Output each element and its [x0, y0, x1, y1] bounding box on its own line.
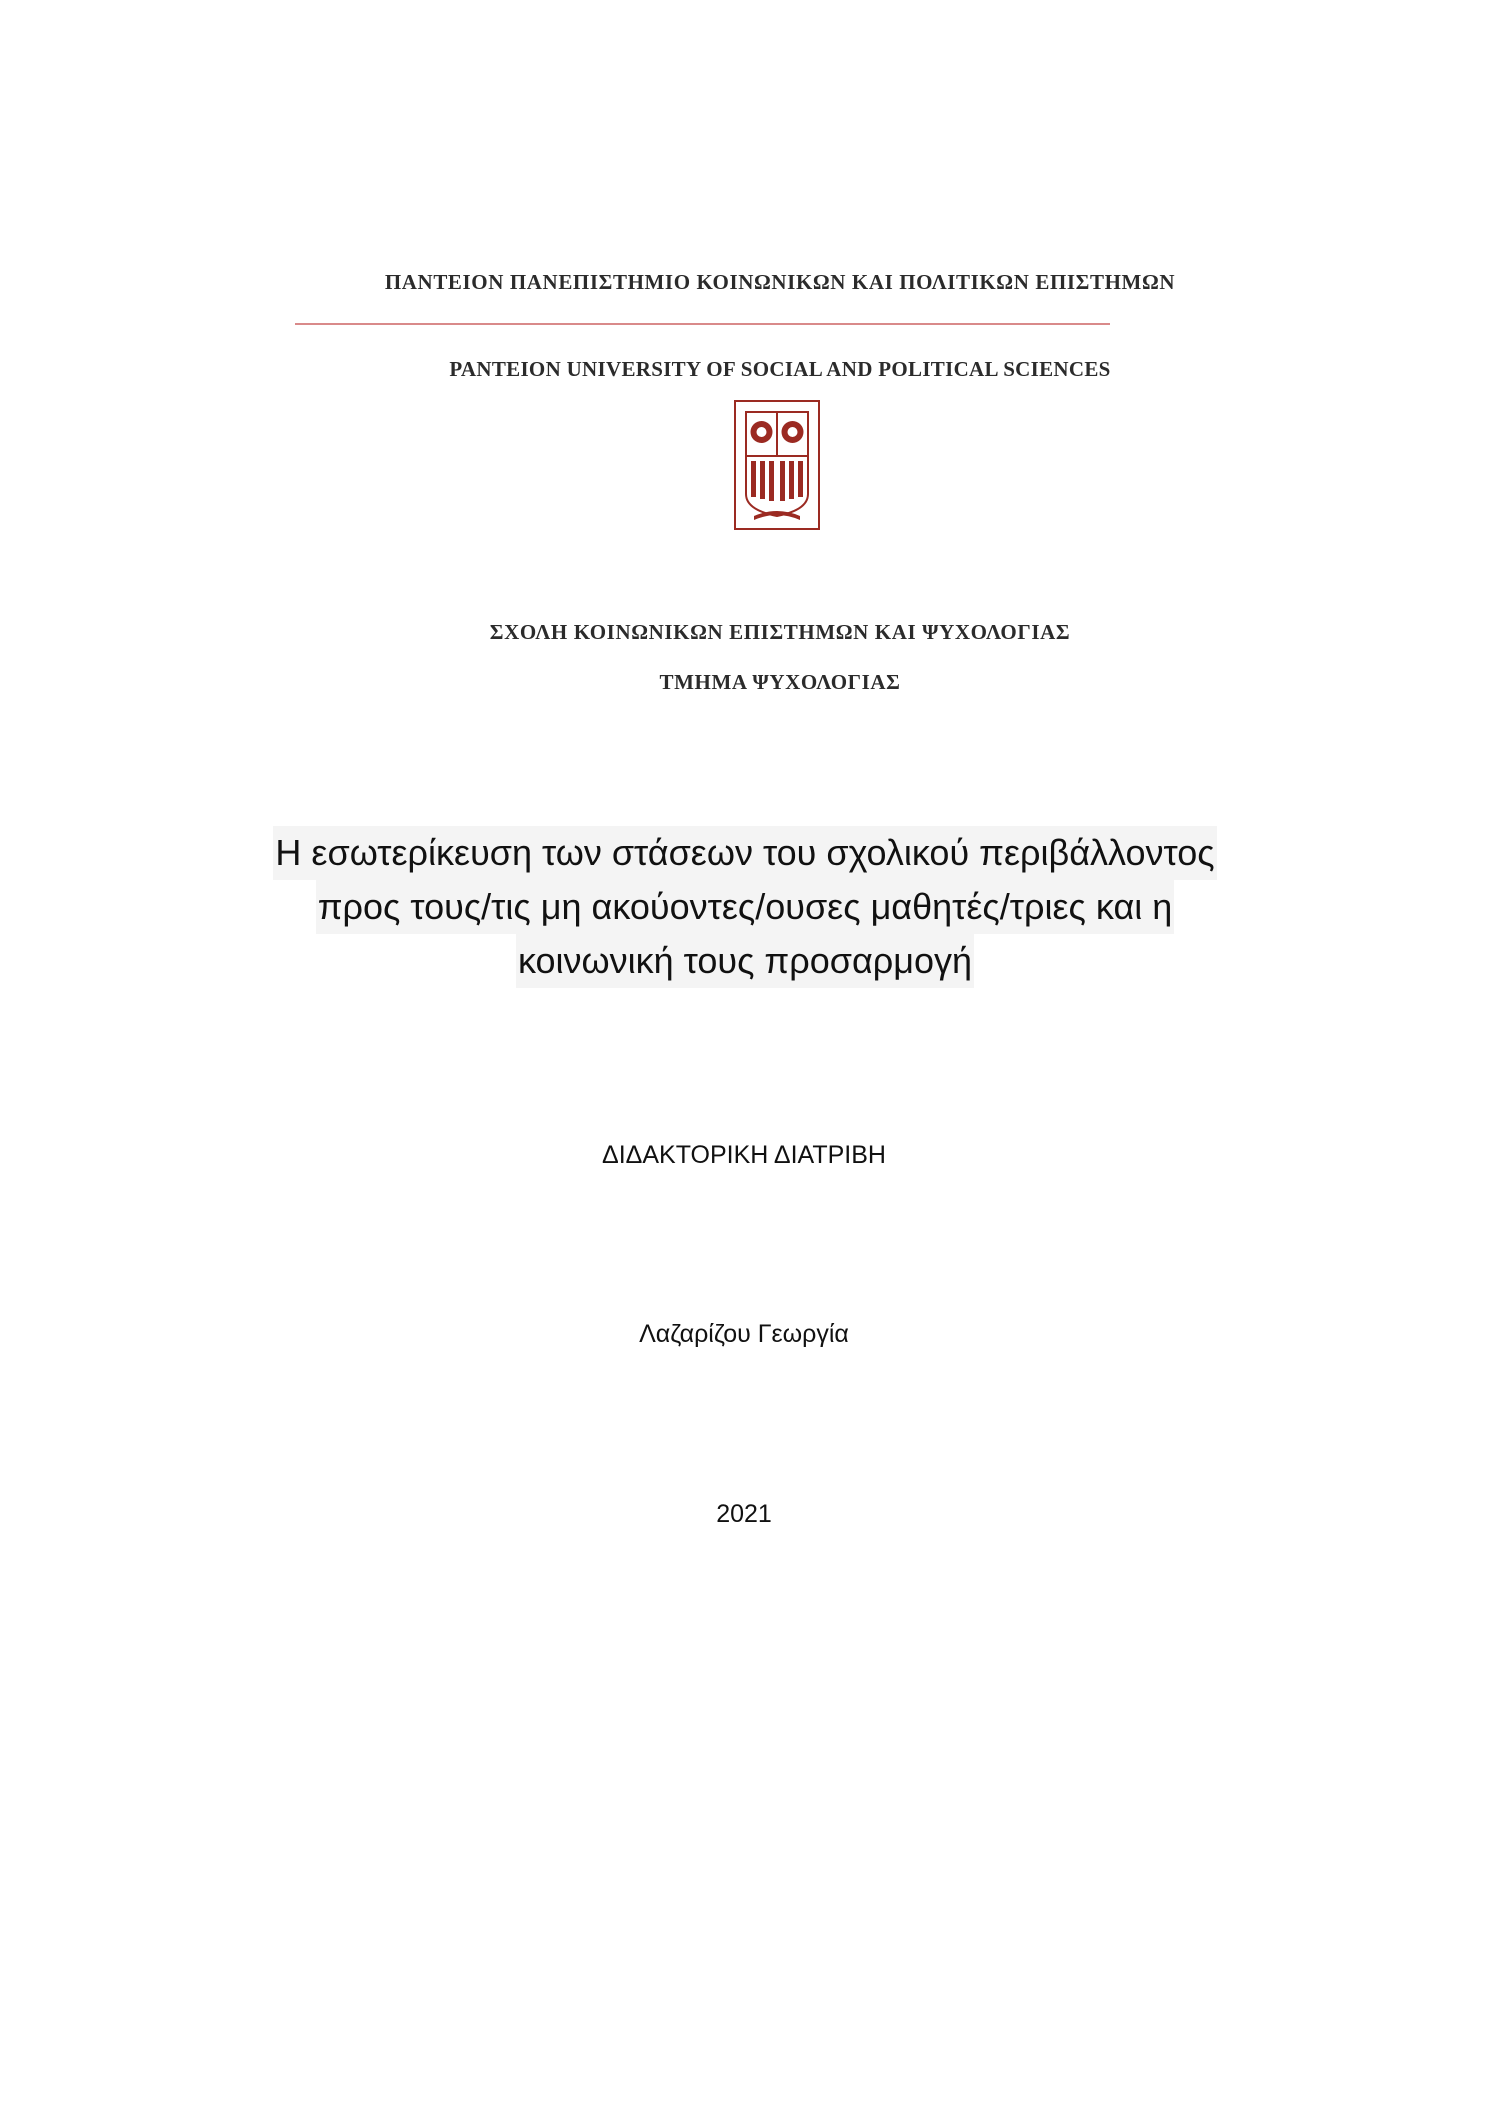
thesis-title: [200, 826, 1290, 988]
document-type: ΔΙΔΑΚΤΟΡΙΚΗ ΔΙΑΤΡΙΒΗ: [602, 1141, 886, 1169]
author-name: Λαζαρίζου Γεωργία: [639, 1320, 849, 1348]
header-divider: [295, 323, 1110, 325]
school-name: ΣΧΟΛΗ ΚΟΙΝΩΝΙΚΩΝ ΕΠΙΣΤΗΜΩΝ ΚΑΙ ΨΥΧΟΛΟΓΙΑΣ: [489, 620, 1071, 644]
thesis-title-line: κοινωνική τους προσαρμογή: [516, 934, 974, 988]
university-crest-icon: [732, 398, 822, 534]
thesis-title-line: προς τους/τις μη ακούοντες/ουσες μαθητές/τριες και η: [316, 880, 1175, 934]
publication-year: 2021: [716, 1500, 772, 1528]
department-name: ΤΜΗΜΑ ΨΥΧΟΛΟΓΙΑΣ: [659, 670, 901, 694]
thesis-title-line: Η εσωτερίκευση των στάσεων του σχολικού περιβάλλοντος: [273, 826, 1216, 880]
university-name-greek: ΠΑΝΤΕΙΟΝ ΠΑΝΕΠΙΣΤΗΜΙΟ ΚΟΙΝΩΝΙΚΩΝ ΚΑΙ ΠΟΛΙΤΙΚΩΝ ΕΠΙΣΤΗΜΩΝ: [384, 270, 1176, 294]
university-name-english: PANTEION UNIVERSITY OF SOCIAL AND POLITICAL SCIENCES: [449, 357, 1111, 381]
